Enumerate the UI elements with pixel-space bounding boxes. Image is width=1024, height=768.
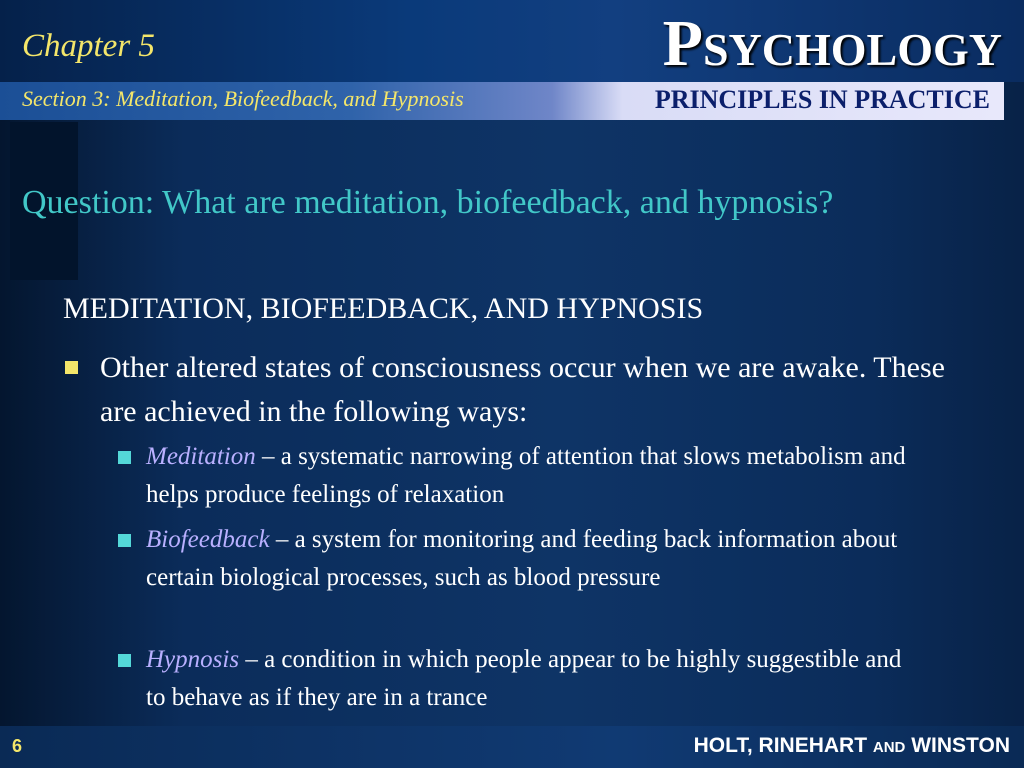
publisher-part2: WINSTON (905, 734, 1010, 757)
logo-initial: P (662, 7, 703, 80)
sub-bullet-biofeedback (116, 521, 916, 597)
publisher-and: AND (872, 739, 906, 756)
square-bullet-icon (118, 534, 131, 547)
psychology-logo (663, 6, 1002, 82)
page-number: 6 (12, 736, 23, 756)
term-hypnosis: Hypnosis (146, 646, 240, 673)
main-bullet (63, 346, 963, 434)
sub-bullet-meditation (116, 438, 916, 514)
publisher-part1: HOLT, RINEHART (693, 734, 873, 757)
square-bullet-icon (118, 451, 131, 464)
definition-meditation: – a systematic narrowing of attention that slows metabolism and helps produce feelings of relaxation (146, 443, 906, 508)
logo-rest: SYCHOLOGY (702, 24, 1002, 75)
sub-bullet-hypnosis (116, 641, 916, 717)
section-title: Section 3: Meditation, Biofeedback, and Hypnosis (22, 86, 464, 111)
square-bullet-icon (118, 654, 131, 667)
publisher-name (694, 734, 1010, 758)
definition-hypnosis: – a condition in which people appear to be highly suggestible and to behave as if they are in a trance (146, 646, 902, 711)
term-biofeedback: Biofeedback (146, 526, 270, 553)
square-bullet-icon (65, 361, 78, 374)
main-bullet-text: Other altered states of consciousness occur when we are awake. These are achieved in the following ways: (100, 351, 945, 428)
content-heading: MEDITATION, BIOFEEDBACK, AND HYPNOSIS (63, 292, 704, 325)
chapter-title: Chapter 5 (22, 28, 155, 64)
term-meditation: Meditation (146, 443, 256, 470)
slide-question: Question: What are meditation, biofeedback, and hypnosis? (22, 184, 834, 221)
logo-tagline: PRINCIPLES IN PRACTICE (654, 85, 990, 114)
definition-biofeedback: – a system for monitoring and feeding back information about certain biological processes, such as blood pressure (146, 526, 898, 591)
